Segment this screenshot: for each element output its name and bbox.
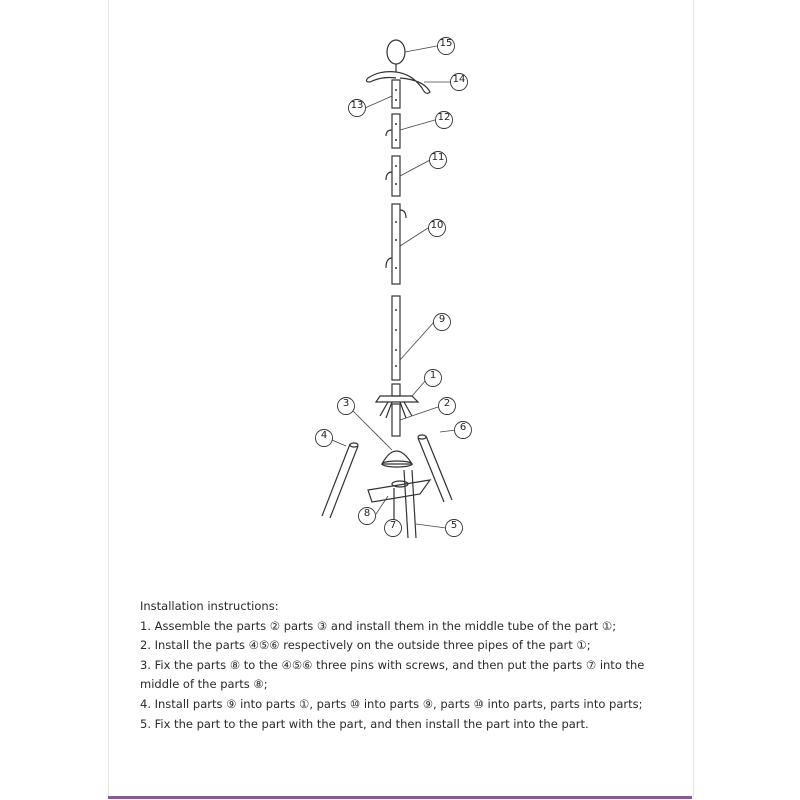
part-10-tube [392,204,400,284]
instruction-step-2: 2. Install the parts ④⑤⑥ respectively on the outside three pipes of the part ①; [140,638,591,653]
bottom-rule [108,796,692,799]
part-4-leg [322,443,358,518]
part-9-tube [392,296,400,380]
part-label-6: 6 [459,422,467,433]
part-label-9: 9 [438,314,446,325]
part-6-leg [418,435,452,502]
part-5-leg [404,470,416,538]
part-label-14: 14 [452,74,466,85]
part-label-15: 15 [439,38,453,49]
part-label-8: 8 [363,508,371,519]
part-label-10: 10 [430,220,444,231]
part-label-4: 4 [320,430,328,441]
part-label-3: 3 [342,398,350,409]
part-label-13: 13 [350,100,364,111]
part-12-tube [392,114,400,148]
part-2-tube [392,404,400,436]
instruction-step-4: 4. Install parts ⑨ into parts ①, parts ⑩ into parts ⑨, parts ⑩ into parts, parts into parts; [140,696,643,711]
part-1-connector [376,384,418,418]
part-label-12: 12 [437,112,451,123]
part-3-cone [382,451,412,467]
instruction-step-5: 5. Fix the part to the part with the part, and then install the part into the part. [140,716,589,731]
part-11-tube [392,156,400,196]
part-label-7: 7 [389,520,397,531]
part-label-2: 2 [443,398,451,409]
installation-instructions [140,597,680,734]
part-label-11: 11 [431,152,445,163]
part-14-hanger [366,72,430,94]
part-15-ring [387,40,405,72]
instruction-step-3-continued: middle of the parts ⑧; [140,677,268,692]
part-8-plate [368,480,430,502]
instruction-step-1: 1. Assemble the parts ② parts ③ and install them in the middle tube of the part ①; [140,618,617,633]
instruction-step-3: 3. Fix the parts ⑧ to the ④⑤⑥ three pins with screws, and then put the parts ⑦ into the [140,657,645,672]
part-label-5: 5 [450,520,458,531]
instructions-heading: Installation instructions: [140,599,279,613]
part-label-1: 1 [429,370,437,381]
part-13-tube [392,80,400,108]
